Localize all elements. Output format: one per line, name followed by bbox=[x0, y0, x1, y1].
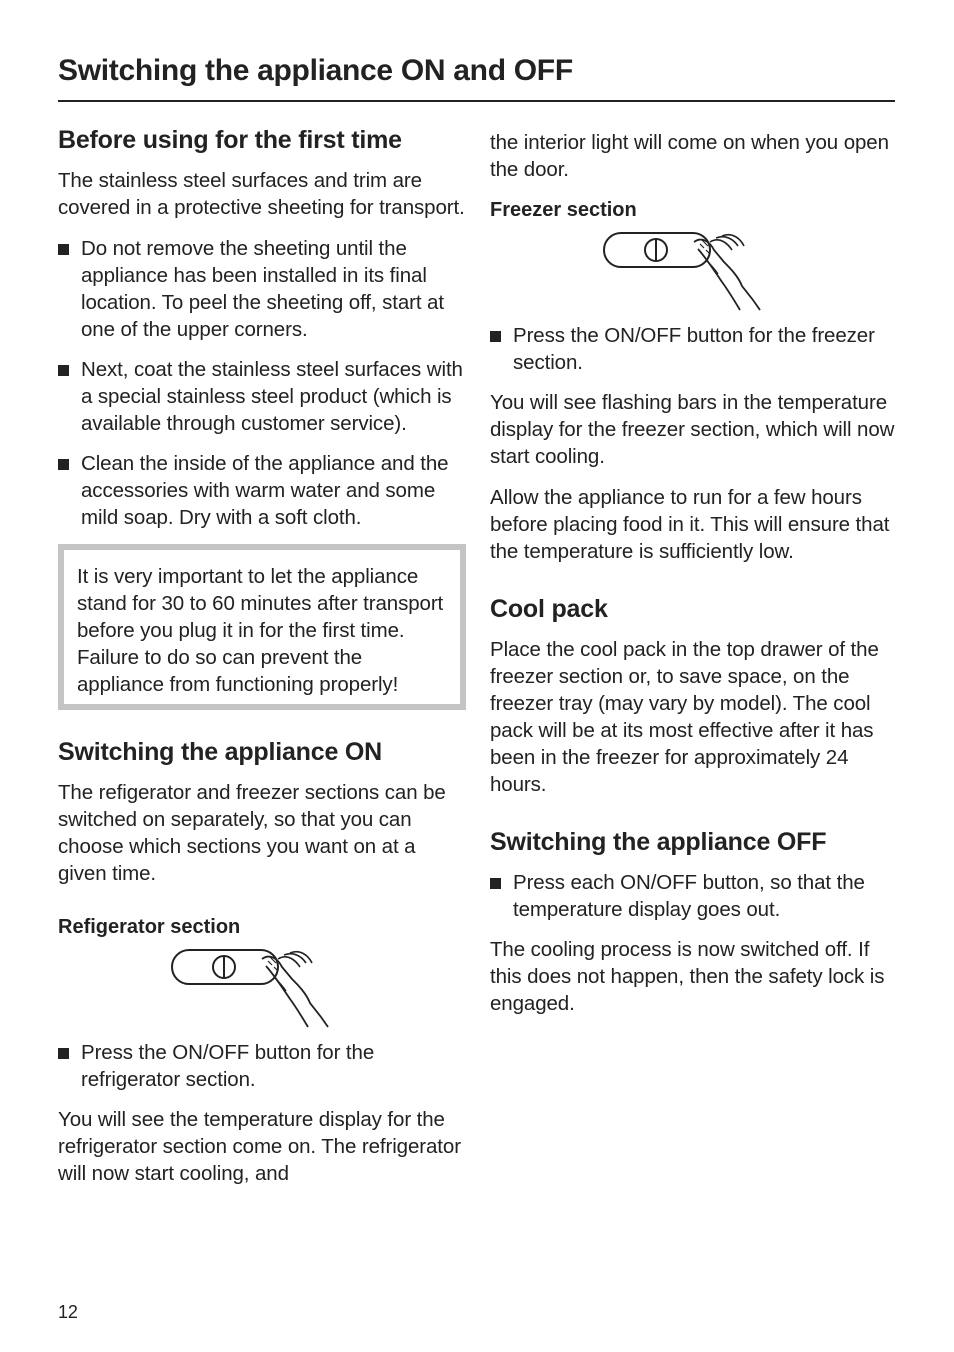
before-use-list bbox=[58, 235, 466, 531]
switch-off-heading: Switching the appliance OFF bbox=[490, 828, 827, 856]
bullet-square-icon bbox=[58, 244, 69, 255]
hand-pressing-on-off-button-icon bbox=[170, 947, 354, 1029]
bullet-square-icon bbox=[490, 331, 501, 342]
right-column bbox=[490, 124, 900, 1031]
title-rule bbox=[58, 100, 895, 102]
freezer-steps bbox=[490, 322, 900, 376]
bullet-square-icon bbox=[58, 1048, 69, 1059]
list-item-text: Do not remove the sheeting until the appliance has been installed in its final location. To peel the sheeting off, start at one of the upper corners. bbox=[81, 237, 444, 341]
cool-pack-text: Place the cool pack in the top drawer of the freezer section or, to save space, on the freezer tray (may vary by model). The cool pack will be at its most effective after it has been in the freezer for approximately 24 hours. bbox=[490, 638, 879, 796]
bullet-square-icon bbox=[58, 365, 69, 376]
list-item bbox=[58, 356, 466, 437]
freezer-result-text: You will see flashing bars in the temperature display for the freezer section, which will now start cooling. bbox=[490, 391, 895, 468]
refrigerator-illustration bbox=[58, 947, 466, 1033]
page-number: 12 bbox=[58, 1302, 78, 1322]
left-column bbox=[58, 124, 466, 1201]
freezer-section-heading: Freezer section bbox=[490, 199, 637, 221]
list-item-text: Press each ON/OFF button, so that the temperature display goes out. bbox=[513, 871, 865, 921]
switch-off-steps bbox=[490, 869, 900, 923]
list-item-text: Press the ON/OFF button for the refrigerator section. bbox=[81, 1041, 375, 1091]
warning-notice-box bbox=[58, 544, 466, 710]
cool-pack-heading: Cool pack bbox=[490, 595, 608, 623]
list-item-text: Clean the inside of the appliance and the accessories with warm water and some mild soap. Dry with a soft cloth. bbox=[81, 452, 449, 529]
notice-text: It is very important to let the appliance stand for 30 to 60 minutes after transport before you plug it in for the first time. Failure to do so can prevent the appliance from functioning properly! bbox=[77, 565, 444, 696]
page-title: Switching the appliance ON and OFF bbox=[58, 54, 573, 87]
list-item bbox=[58, 235, 466, 343]
list-item bbox=[490, 322, 900, 376]
bullet-square-icon bbox=[58, 459, 69, 470]
list-item-text: Next, coat the stainless steel surfaces with a special stainless steel product (which is available through customer service). bbox=[81, 358, 463, 435]
bullet-square-icon bbox=[490, 878, 501, 889]
list-item bbox=[490, 869, 900, 923]
switch-off-result-text: The cooling process is now switched off. If this does not happen, then the safety lock is engaged. bbox=[490, 938, 885, 1015]
before-use-intro: The stainless steel surfaces and trim are covered in a protective sheeting for transport. bbox=[58, 169, 465, 219]
allow-run-text: Allow the appliance to run for a few hours before placing food in it. This will ensure that the temperature is sufficiently low. bbox=[490, 486, 890, 563]
list-item bbox=[58, 450, 466, 531]
switch-on-heading: Switching the appliance ON bbox=[58, 738, 383, 766]
refrigerator-result-text: You will see the temperature display for the refrigerator section come on. The refrigerator will now start cooling, and bbox=[58, 1108, 461, 1185]
freezer-illustration bbox=[490, 230, 900, 316]
hand-pressing-on-off-button-icon bbox=[602, 230, 786, 312]
before-use-heading: Before using for the first time bbox=[58, 126, 402, 154]
refrigerator-section-heading: Refigerator section bbox=[58, 916, 241, 938]
list-item bbox=[58, 1039, 466, 1093]
refrigerator-steps bbox=[58, 1039, 466, 1093]
continuation-text: the interior light will come on when you open the door. bbox=[490, 131, 889, 181]
list-item-text: Press the ON/OFF button for the freezer section. bbox=[513, 324, 875, 374]
switch-on-intro: The refigerator and freezer sections can be switched on separately, so that you can choose which sections you want on at a given time. bbox=[58, 781, 446, 885]
